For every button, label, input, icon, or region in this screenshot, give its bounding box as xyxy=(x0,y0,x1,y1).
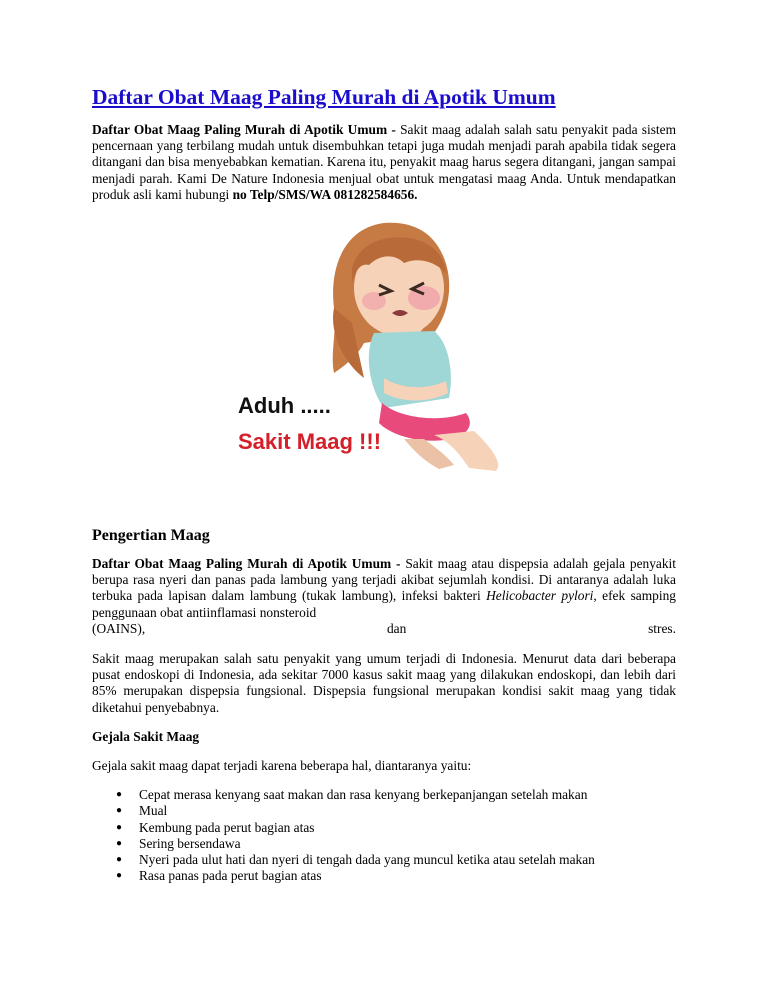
sick-girl-illustration xyxy=(234,213,564,473)
symptom-list xyxy=(92,787,676,884)
pengertian-body2: , efek samping penggunaan obat antiinflamasi nonsteroid xyxy=(92,588,676,620)
section-heading-gejala: Gejala Sakit Maag xyxy=(92,728,200,744)
bullet-icon: ● xyxy=(116,870,123,882)
list-item: ● Mual xyxy=(116,803,168,819)
bullet-icon: ● xyxy=(116,854,123,866)
bullet-icon: ● xyxy=(116,837,123,849)
intro-lead: Daftar Obat Maag Paling Murah di Apotik Umum - xyxy=(92,122,396,137)
section-body xyxy=(92,556,676,884)
list-item: ● Sering bersendawa xyxy=(116,835,241,851)
article xyxy=(92,82,676,473)
pengertian-body1: Sakit maag atau dispepsia adalah gejala penyakit berupa rasa nyeri dan panas pada lambung yang terjadi akibat sejumlah kondisi. Di antaranya adalah luka terbuka pada lapisan dalam lambung (tukak lambung), infeksi bakteri xyxy=(92,556,676,604)
gejala-intro: Gejala sakit maag dapat terjadi karena beberapa hal, diantaranya yaitu: xyxy=(92,758,472,774)
list-item: ● Kembung pada perut bagian atas xyxy=(116,819,315,835)
pengertian-italic: Helicobacter pylori xyxy=(486,588,594,604)
pengertian-lead: Daftar Obat Maag Paling Murah di Apotik Umum - xyxy=(92,556,401,571)
prevalence-paragraph: Sakit maag merupakan salah satu penyakit yang umum terjadi di Indonesia. Menurut data dari beberapa pusat endoskopi di Indonesia, ada sekitar 7000 kasus sakit maag yang dilakukan endoskopi, dan lebih dari 85% merupakan dispepsia fungsional. Dispepsia fungsional merupakan kondisi sakit maag yang tidak diketahui penyebabnya. xyxy=(92,651,676,715)
section-heading-pengertian: Pengertian Maag xyxy=(92,527,210,544)
list-item: ● Rasa panas pada perut bagian atas xyxy=(116,868,322,884)
caption-line2: Sakit Maag !!! xyxy=(238,429,382,455)
intro-paragraph xyxy=(92,122,676,203)
article-title-link[interactable]: Daftar Obat Maag Paling Murah di Apotik Umum xyxy=(92,85,556,109)
bullet-icon: ● xyxy=(116,805,123,817)
list-item: ● Cepat merasa kenyang saat makan dan rasa kenyang berkepanjangan setelah makan xyxy=(116,787,588,803)
sick-girl-icon xyxy=(234,213,564,473)
intro-contact: no Telp/SMS/WA 081282584656. xyxy=(232,186,418,202)
intro-body: Sakit maag adalah salah satu penyakit pada sistem pencernaan yang terbilang mudah untuk disembuhkan tetapi juga mudah menjadi parah apabila tidak segera ditangani dan bisa menyebabkan kematian. Karena itu, penyakit maag harus segera ditangani, jangan sampai menjadi parah. Kami De Nature Indonesia menjual obat untuk mengatasi maag Anda. Untuk mendapatkan produk asli kami hubungi xyxy=(92,122,676,202)
bullet-icon: ● xyxy=(116,821,123,833)
caption-line1: Aduh ..... xyxy=(238,393,331,419)
pengertian-paragraph xyxy=(92,556,676,621)
pengertian-last-line: (OAINS), dan stres. xyxy=(92,620,676,636)
bullet-icon: ● xyxy=(116,789,123,801)
list-item: ● Nyeri pada ulut hati dan nyeri di tengah dada yang muncul ketika atau setelah makan xyxy=(116,852,595,868)
